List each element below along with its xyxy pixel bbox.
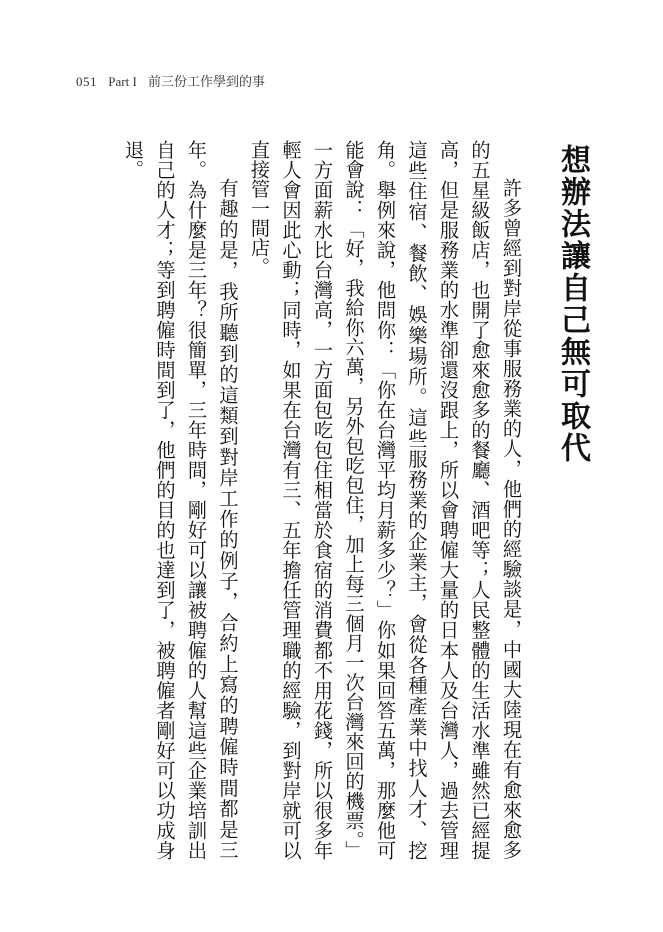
page-number: 051: [76, 74, 97, 89]
chapter-title: 前三份工作學到的事: [148, 74, 266, 89]
part-label: Part I: [108, 74, 137, 89]
running-header: [76, 74, 273, 90]
body-paragraph-1: 許多曾經到對岸從事服務業的人，他們的經驗談是，中國大陸現在有愈來愈多的五星級飯店，也開了愈來愈多的餐廳、酒吧等；人民整體的生活水準雖然已經提高，但是服務業的水準卻還沒跟上，所以會聘僱大量的日本人及台灣人，過去管理這些住宿、餐飲、娛樂場所。這些服務業的企業主，會從各種產業中找人才、挖角。舉例來說，他問你：「你在台灣平均月薪多少？」你如果回答五萬，那麼他可能會說：「好，我給你六萬，另外包吃包住，加上每三個月一次台灣來回的機票。」一方面薪水比台灣高，一方面包吃包住相當於食宿的消費都不用花錢，所以很多年輕人會因此心動；同時，如果在台灣有三、五年擔任管理職的經驗，到對岸就可以直接管一間店。: [248, 140, 523, 860]
body-paragraph-2: 有趣的是，我所聽到的這類到對岸工作的例子，合約上寫的聘僱時間都是三年。為什麼是三年？很簡單，三年時間，剛好可以讓被聘僱的人幫這些企業培訓出自己的人才；等到聘僱時間到了，他們的目的也達到了，被聘僱者剛好可以功成身退。: [122, 140, 240, 860]
vertical-text-body: [118, 140, 596, 860]
section-heading: 想辦法讓自己無可取代: [555, 144, 590, 464]
